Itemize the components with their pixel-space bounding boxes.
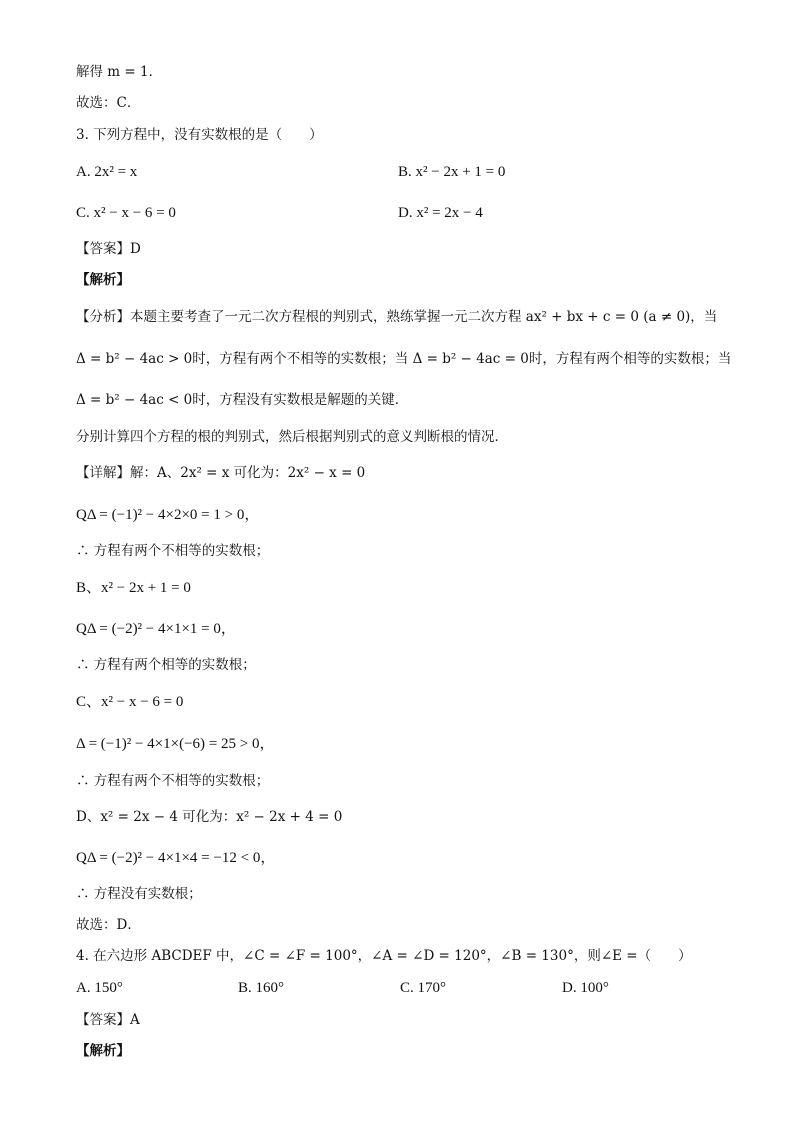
question-4: 4. 在六边形 ABCDEF 中，∠C = ∠F = 100°，∠A = ∠D = 120°，∠B = 130°，则∠E =（ ） bbox=[76, 948, 692, 964]
detail-line: B、x² − 2x + 1 = 0 bbox=[76, 580, 191, 596]
detail-line: C、x² − x − 6 = 0 bbox=[76, 694, 184, 710]
option-d: D. 100° bbox=[562, 980, 609, 996]
detail-line: QΔ = (−2)² − 4×1×4 = −12 < 0， bbox=[76, 850, 276, 866]
text-line: 解得 m = 1． bbox=[76, 64, 163, 80]
analysis-line: Δ = b² − 4ac > 0时，方程有两个不相等的实数根；当 Δ = b² − 4ac = 0时，方程有两个相等的实数根；当 bbox=[76, 351, 732, 367]
detail-line: ∴ 方程有两个不相等的实数根； bbox=[76, 773, 270, 789]
detail-line: D、x² = 2x − 4 可化为：x² − 2x + 4 = 0 bbox=[76, 809, 343, 825]
option-b: B. x² − 2x + 1 = 0 bbox=[398, 164, 506, 180]
answer-label: 【答案】A bbox=[76, 1012, 140, 1028]
option-b: B. 160° bbox=[238, 980, 285, 996]
text-line: 故选：C． bbox=[76, 95, 141, 111]
detail-line: Δ = (−1)² − 4×1×(−6) = 25 > 0， bbox=[76, 736, 275, 752]
answer-label: 【答案】D bbox=[76, 241, 141, 257]
option-c: C. x² − x − 6 = 0 bbox=[76, 205, 176, 221]
detail-line: QΔ = (−2)² − 4×1×1 = 0， bbox=[76, 621, 236, 637]
detail-line: 【详解】解：A、2x² = x 可化为：2x² − x = 0 bbox=[76, 465, 366, 481]
analysis-line: 【分析】本题主要考查了一元二次方程根的判别式，熟练掌握一元二次方程 ax² + bx + c = 0 (a ≠ 0)，当 bbox=[76, 309, 718, 325]
option-c: C. 170° bbox=[400, 980, 447, 996]
detail-line: 故选：D． bbox=[76, 917, 141, 933]
option-d: D. x² = 2x − 4 bbox=[398, 205, 483, 221]
analysis-line: 分别计算四个方程的根的判别式，然后根据判别式的意义判断根的情况． bbox=[76, 429, 508, 445]
analysis-label: 【解析】 bbox=[76, 272, 130, 288]
analysis-line: Δ = b² − 4ac < 0时，方程没有实数根是解题的关键． bbox=[76, 392, 409, 408]
detail-line: ∴ 方程没有实数根； bbox=[76, 886, 202, 902]
question-3: 3. 下列方程中，没有实数根的是（ ） bbox=[76, 127, 323, 143]
option-a: A. 2x² = x bbox=[76, 164, 138, 180]
detail-line: ∴ 方程有两个相等的实数根； bbox=[76, 657, 256, 673]
detail-line: QΔ = (−1)² − 4×2×0 = 1 > 0， bbox=[76, 507, 260, 523]
analysis-label: 【解析】 bbox=[76, 1043, 130, 1059]
detail-line: ∴ 方程有两个不相等的实数根； bbox=[76, 543, 270, 559]
option-a: A. 150° bbox=[76, 980, 123, 996]
